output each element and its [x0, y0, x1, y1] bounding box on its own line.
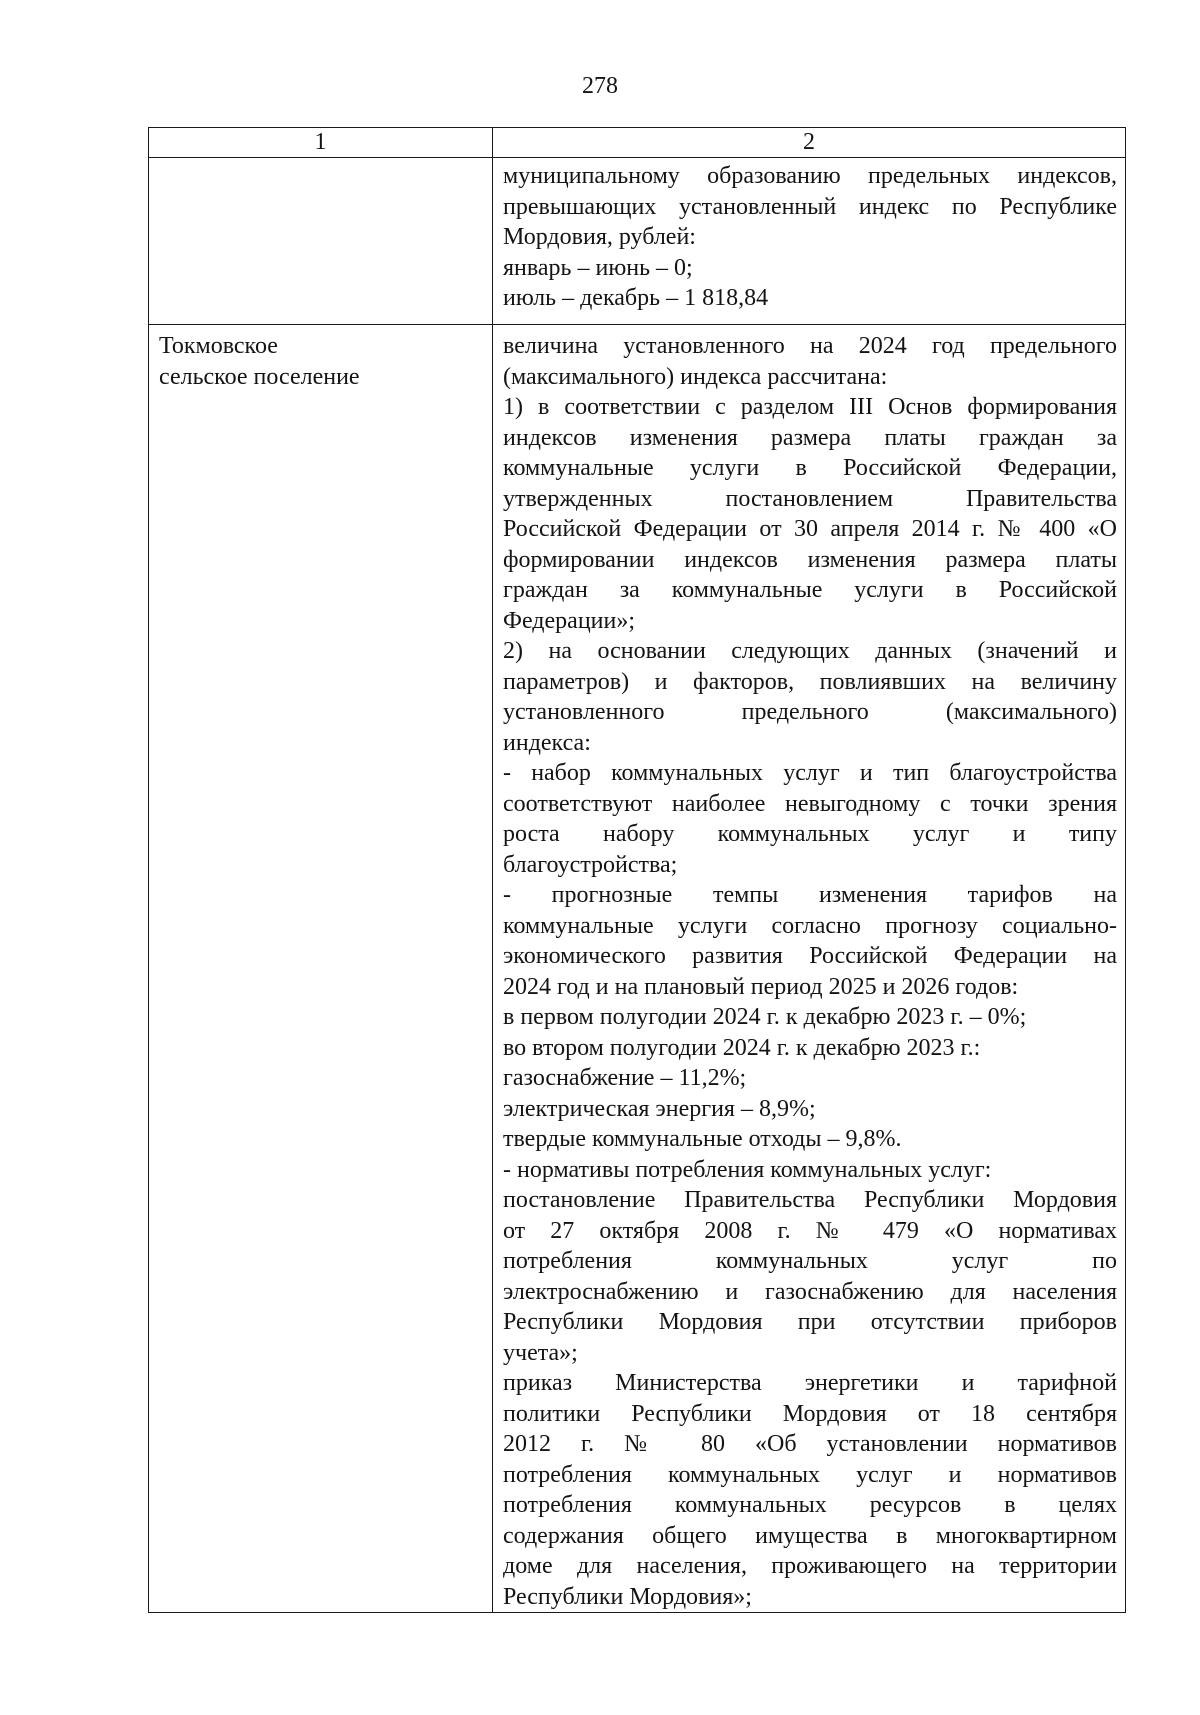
- text-line: газоснабжение – 11,2%;: [503, 1065, 747, 1091]
- text-line: формировании индексов изменения размера платы: [503, 546, 1117, 573]
- text-line: во втором полугодии 2024 г. к декабрю 2023 г.:: [503, 1034, 981, 1061]
- text-line: твердые коммунальные отходы – 9,8%.: [503, 1126, 902, 1152]
- column-header-2: 2: [493, 128, 1126, 158]
- text-line: муниципальному образованию предельных индексов,: [503, 163, 1117, 189]
- text-line: Республики Мордовия»;: [503, 1583, 752, 1610]
- text-line: - нормативы потребления коммунальных услуг:: [503, 1156, 992, 1183]
- text-line: благоустройства;: [503, 851, 678, 878]
- text-line: Токмовское: [159, 333, 278, 359]
- text-line: экономического развития Российской Федерации на: [503, 943, 1117, 969]
- text-line: граждан за коммунальные услуги в Российской: [503, 577, 1117, 603]
- text-line: - прогнозные темпы изменения тарифов на: [503, 882, 1117, 908]
- text-line: постановление Правительства Республики Мордовия: [503, 1187, 1117, 1213]
- text-line: доме для населения, проживающего на территории: [503, 1553, 1117, 1579]
- text-line: роста набору коммунальных услуг и типу: [503, 821, 1117, 847]
- table-header-row: [149, 128, 1126, 158]
- text-line: утвержденных постановлением Правительства: [503, 485, 1117, 512]
- text-line: Федерации»;: [503, 607, 636, 634]
- text-line: установленного предельного (максимального): [503, 699, 1117, 725]
- text-line: соответствуют наиболее невыгодному с точки зрения: [503, 790, 1117, 817]
- text-line: 1) в соответствии с разделом III Основ формирования: [503, 394, 1117, 420]
- text-line: сельское поселение: [159, 363, 360, 390]
- text-line: потребления коммунальных услуг и нормативов: [503, 1461, 1117, 1488]
- text-line: учета»;: [503, 1339, 578, 1366]
- text-line: величина установленного на 2024 год предельного: [503, 333, 1117, 359]
- text-line: - набор коммунальных услуг и тип благоустройства: [503, 760, 1117, 786]
- table-row: [149, 158, 1126, 325]
- text-line: электроснабжению и газоснабжению для населения: [503, 1278, 1117, 1305]
- text-line: от 27 октября 2008 г. № 479 «О нормативах: [503, 1217, 1117, 1244]
- row-municipality-cell: [149, 325, 493, 1613]
- page-number: 278: [582, 73, 618, 99]
- text-line: электрическая энергия – 8,9%;: [503, 1095, 816, 1122]
- text-line: индекса:: [503, 729, 591, 756]
- text-line: индексов изменения размера платы граждан за: [503, 424, 1117, 451]
- text-line: январь – июнь – 0;: [503, 254, 693, 281]
- row-description-cell: [493, 325, 1126, 1613]
- text-line: Российской Федерации от 30 апреля 2014 г. № 400 «О: [503, 516, 1117, 542]
- text-line: потребления коммунальных услуг по: [503, 1248, 1117, 1274]
- column-header-1: 1: [149, 128, 493, 158]
- text-line: содержания общего имущества в многоквартирном: [503, 1522, 1117, 1549]
- table-row: [149, 325, 1126, 1613]
- document-table: [148, 127, 1126, 1613]
- text-line: 2012 г. № 80 «Об установлении нормативов: [503, 1431, 1117, 1457]
- row-description-cell: [493, 158, 1126, 325]
- text-line: 2) на основании следующих данных (значений и: [503, 638, 1117, 664]
- row-municipality-cell: [149, 158, 493, 325]
- text-line: параметров) и факторов, повлиявших на величину: [503, 668, 1117, 695]
- text-line: 2024 год и на плановый период 2025 и 2026 годов:: [503, 973, 1019, 1000]
- text-line: (максимального) индекса рассчитана:: [503, 363, 888, 390]
- text-line: коммунальные услуги согласно прогнозу социально-: [503, 912, 1117, 939]
- text-line: Республики Мордовия при отсутствии приборов: [503, 1309, 1117, 1335]
- text-line: политики Республики Мордовия от 18 сентября: [503, 1400, 1117, 1427]
- text-line: в первом полугодии 2024 г. к декабрю 2023 г. – 0%;: [503, 1004, 1027, 1030]
- text-line: Мордовия, рублей:: [503, 224, 696, 250]
- text-line: потребления коммунальных ресурсов в целях: [503, 1492, 1117, 1518]
- text-line: июль – декабрь – 1 818,84: [503, 285, 769, 311]
- text-line: коммунальные услуги в Российской Федерации,: [503, 455, 1117, 481]
- text-line: приказ Министерства энергетики и тарифной: [503, 1370, 1117, 1396]
- text-line: превышающих установленный индекс по Республике: [503, 193, 1117, 220]
